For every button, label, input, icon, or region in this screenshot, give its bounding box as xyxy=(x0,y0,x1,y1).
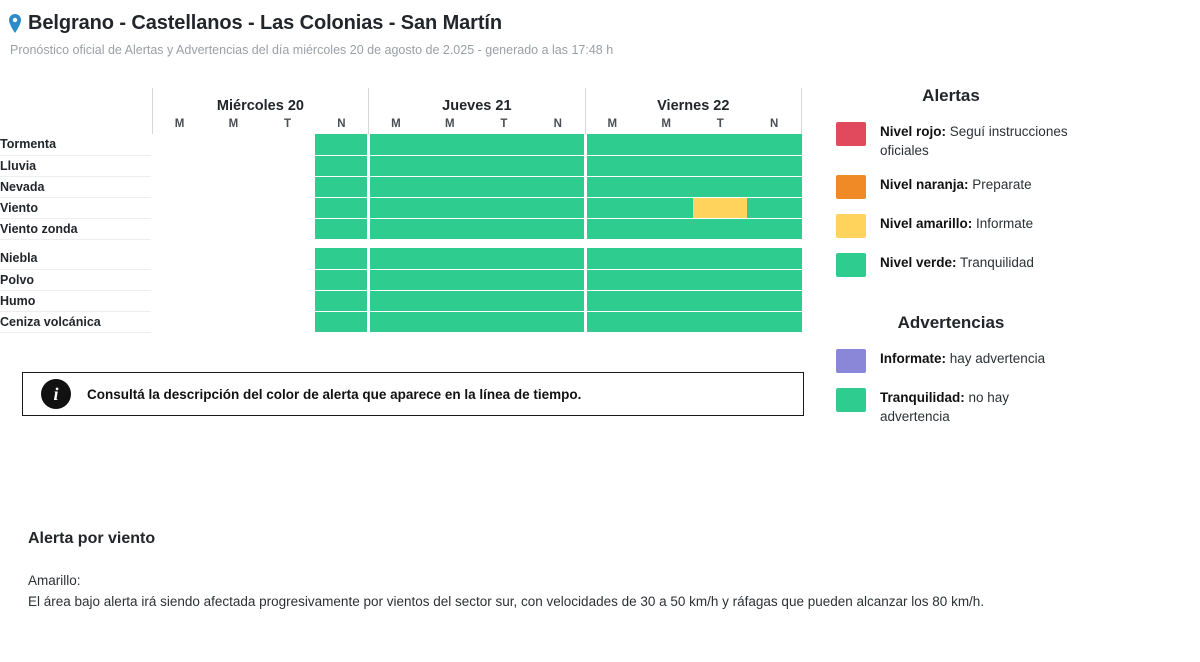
timeline-cell-green[interactable] xyxy=(747,290,801,311)
timeline-row-label: Niebla xyxy=(0,248,152,269)
slot-header-2-0: M xyxy=(585,114,639,134)
timeline-row xyxy=(0,134,802,155)
timeline-cell-green[interactable] xyxy=(531,218,585,239)
legend-warnings-title: Advertencias xyxy=(897,313,1005,332)
wind-alert-level: Amarillo: xyxy=(28,573,81,588)
timeline-cell-green[interactable] xyxy=(747,218,801,239)
timeline-cell-empty[interactable] xyxy=(260,155,314,176)
timeline-cell-green[interactable] xyxy=(693,290,747,311)
timeline-cell-green[interactable] xyxy=(369,155,423,176)
timeline-cell-empty[interactable] xyxy=(206,176,260,197)
timeline-row-label: Lluvia xyxy=(0,155,152,176)
legend-item-alert-3 xyxy=(836,253,1186,277)
timeline-row xyxy=(0,197,802,218)
timeline-cell-empty[interactable] xyxy=(260,269,314,290)
slot-header-0-3: N xyxy=(337,118,346,130)
timeline-cell-empty[interactable] xyxy=(152,176,206,197)
timeline-cell-green[interactable] xyxy=(315,197,369,218)
wind-alert-description: El área bajo alerta irá siendo afectada progresivamente por vientos del sector sur, con velocidades de 30 a 50 km/h y ráfagas que pueden alcanzar los 80 km/h. xyxy=(28,594,985,609)
timeline-cell-empty[interactable] xyxy=(152,248,206,269)
timeline-row-label: Nevada xyxy=(0,176,152,197)
timeline-cell-green[interactable] xyxy=(585,155,639,176)
timeline-group-gap xyxy=(0,239,802,248)
legend-item-alert-0 xyxy=(836,122,1186,160)
timeline-cell-green[interactable] xyxy=(639,155,693,176)
timeline-cell-green[interactable] xyxy=(693,311,747,332)
timeline-cell-green[interactable] xyxy=(531,155,585,176)
legend-label: Nivel amarillo: Informate xyxy=(880,216,1034,231)
timeline-row xyxy=(0,290,802,311)
legend-label: Informate: hay advertencia xyxy=(880,351,1046,366)
timeline-cell-green[interactable] xyxy=(639,134,693,155)
timeline-cell-empty[interactable] xyxy=(260,197,314,218)
slot-header-2-1: M xyxy=(661,118,671,130)
timeline-cell-green[interactable] xyxy=(477,176,531,197)
timeline-cell-green[interactable] xyxy=(315,269,369,290)
timeline-cell-green[interactable] xyxy=(693,218,747,239)
timeline-cell-yellow[interactable] xyxy=(693,197,747,218)
timeline-cell-green[interactable] xyxy=(639,290,693,311)
timeline-cell-green[interactable] xyxy=(639,176,693,197)
timeline-slot-header-row xyxy=(0,114,802,134)
timeline-cell-green[interactable] xyxy=(423,311,477,332)
timeline-cell-green[interactable] xyxy=(369,134,423,155)
timeline-cell-green[interactable] xyxy=(423,290,477,311)
timeline-cell-empty[interactable] xyxy=(152,269,206,290)
timeline-cell-green[interactable] xyxy=(747,176,801,197)
timeline-cell-green[interactable] xyxy=(585,248,639,269)
timeline-cell-empty[interactable] xyxy=(206,290,260,311)
timeline-cell-empty[interactable] xyxy=(152,218,206,239)
timeline-cell-empty[interactable] xyxy=(206,269,260,290)
timeline-cell-green[interactable] xyxy=(477,197,531,218)
legend-swatch xyxy=(836,253,866,277)
timeline-cell-empty[interactable] xyxy=(206,311,260,332)
legend-label: Tranquilidad: no hay advertencia xyxy=(880,390,1010,424)
timeline-cell-green[interactable] xyxy=(585,290,639,311)
timeline-cell-green[interactable] xyxy=(639,311,693,332)
timeline-row xyxy=(0,311,802,332)
page-title: Belgrano - Castellanos - Las Colonias - San Martín xyxy=(28,12,502,34)
timeline-cell-green[interactable] xyxy=(747,134,801,155)
timeline-cell-green[interactable] xyxy=(693,269,747,290)
timeline-cell-green[interactable] xyxy=(477,269,531,290)
timeline-cell-green[interactable] xyxy=(423,269,477,290)
timeline-cell-green[interactable] xyxy=(531,176,585,197)
timeline-row-label: Humo xyxy=(0,290,152,311)
timeline-body xyxy=(0,134,802,332)
timeline-head xyxy=(0,88,802,134)
slot-header-0-1: M xyxy=(228,118,239,130)
info-banner xyxy=(22,372,804,416)
map-pin-icon xyxy=(8,14,22,34)
timeline-cell-green[interactable] xyxy=(477,290,531,311)
legend-swatch xyxy=(836,175,866,199)
day-header-2: Viernes 22 xyxy=(585,88,801,114)
timeline-cell-green[interactable] xyxy=(423,218,477,239)
timeline-row xyxy=(0,248,802,269)
timeline-cell-empty[interactable] xyxy=(260,290,314,311)
info-icon: i xyxy=(41,379,71,409)
slot-header-1-1: M xyxy=(444,118,455,130)
timeline-cell-empty[interactable] xyxy=(260,311,314,332)
timeline-cell-green[interactable] xyxy=(531,134,585,155)
legend-swatch xyxy=(836,122,866,146)
slot-header-1-2: T xyxy=(500,118,508,130)
timeline-cell-green[interactable] xyxy=(423,197,477,218)
legend-item-warning-1 xyxy=(836,388,1186,426)
slot-header-1-3: N xyxy=(553,118,562,130)
timeline-cell-green[interactable] xyxy=(369,290,423,311)
forecast-subtitle: Pronóstico oficial de Alertas y Advertencias del día miércoles 20 de agosto de 2.025 - generado a las 17:48 h xyxy=(10,43,614,57)
timeline-row-label: Viento zonda xyxy=(0,218,152,239)
timeline-cell-green[interactable] xyxy=(531,311,585,332)
timeline-cell-empty[interactable] xyxy=(152,197,206,218)
timeline-cell-green[interactable] xyxy=(531,248,585,269)
slot-header-0-2: T xyxy=(283,118,292,130)
alert-timeline xyxy=(0,88,808,333)
timeline-cell-green[interactable] xyxy=(747,269,801,290)
legend-alerts-title: Alertas xyxy=(922,86,980,105)
timeline-cell-green[interactable] xyxy=(531,197,585,218)
timeline-cell-green[interactable] xyxy=(585,218,639,239)
timeline-row-label: Polvo xyxy=(0,269,152,290)
timeline-cell-green[interactable] xyxy=(693,155,747,176)
legend-swatch xyxy=(836,349,866,373)
timeline-row-label: Tormenta xyxy=(0,134,152,155)
timeline-row xyxy=(0,155,802,176)
wind-alert-section xyxy=(28,530,1178,612)
slot-header-2-2: T xyxy=(716,118,724,130)
legend-warnings-list xyxy=(836,349,1186,426)
timeline-cell-green[interactable] xyxy=(315,248,369,269)
timeline-cell-green[interactable] xyxy=(693,176,747,197)
timeline-cell-green[interactable] xyxy=(315,311,369,332)
timeline-cell-green[interactable] xyxy=(423,155,477,176)
page-header xyxy=(0,0,1200,57)
timeline-cell-empty[interactable] xyxy=(260,134,314,155)
timeline-cell-green[interactable] xyxy=(423,176,477,197)
legend-label: Nivel verde: Tranquilidad xyxy=(880,255,1034,270)
timeline-cell-green[interactable] xyxy=(585,311,639,332)
day-header-1: Jueves 21 xyxy=(369,88,585,114)
timeline-cell-green[interactable] xyxy=(747,248,801,269)
legend-item-alert-1 xyxy=(836,175,1186,199)
timeline-cell-green[interactable] xyxy=(315,134,369,155)
slot-header-0-0: M xyxy=(152,114,206,134)
timeline-cell-empty[interactable] xyxy=(152,311,206,332)
timeline-cell-green[interactable] xyxy=(693,134,747,155)
timeline-cell-green[interactable] xyxy=(639,269,693,290)
legend-swatch xyxy=(836,388,866,412)
timeline-cell-green[interactable] xyxy=(531,269,585,290)
timeline-row-label: Ceniza volcánica xyxy=(0,311,152,332)
timeline-cell-green[interactable] xyxy=(477,155,531,176)
timeline-row xyxy=(0,269,802,290)
timeline-cell-green[interactable] xyxy=(369,197,423,218)
timeline-cell-green[interactable] xyxy=(693,248,747,269)
timeline-cell-green[interactable] xyxy=(747,311,801,332)
timeline-cell-empty[interactable] xyxy=(260,176,314,197)
timeline-cell-empty[interactable] xyxy=(260,218,314,239)
legend-alerts-list xyxy=(836,122,1186,277)
legend-swatch xyxy=(836,214,866,238)
info-banner-text: Consultá la descripción del color de alerta que aparece en la línea de tiempo. xyxy=(87,386,582,402)
timeline-cell-green[interactable] xyxy=(369,248,423,269)
legend-item-warning-0 xyxy=(836,349,1186,373)
timeline-cell-empty[interactable] xyxy=(206,248,260,269)
timeline-cell-green[interactable] xyxy=(585,176,639,197)
timeline-cell-green[interactable] xyxy=(477,248,531,269)
timeline-cell-empty[interactable] xyxy=(206,134,260,155)
timeline-cell-empty[interactable] xyxy=(206,218,260,239)
timeline-cell-green[interactable] xyxy=(639,248,693,269)
timeline-cell-green[interactable] xyxy=(585,269,639,290)
day-header-0: Miércoles 20 xyxy=(152,88,368,114)
slot-header-2-3: N xyxy=(747,114,801,134)
timeline-cell-green[interactable] xyxy=(477,218,531,239)
timeline-cell-green[interactable] xyxy=(531,290,585,311)
timeline-cell-green[interactable] xyxy=(423,134,477,155)
timeline-cell-empty[interactable] xyxy=(152,290,206,311)
timeline-cell-green[interactable] xyxy=(315,155,369,176)
timeline-cell-green[interactable] xyxy=(369,311,423,332)
legend-label: Nivel rojo: Seguí instrucciones oficiales xyxy=(880,124,1068,158)
timeline-cell-green[interactable] xyxy=(639,197,693,218)
timeline-row-label: Viento xyxy=(0,197,152,218)
timeline-cell-green[interactable] xyxy=(369,269,423,290)
timeline-cell-green[interactable] xyxy=(369,176,423,197)
timeline-cell-green[interactable] xyxy=(477,311,531,332)
timeline-cell-green[interactable] xyxy=(423,248,477,269)
timeline-cell-green[interactable] xyxy=(585,197,639,218)
timeline-cell-empty[interactable] xyxy=(206,155,260,176)
timeline-table xyxy=(0,88,802,333)
timeline-cell-empty[interactable] xyxy=(206,197,260,218)
timeline-cell-empty[interactable] xyxy=(152,155,206,176)
timeline-cell-green[interactable] xyxy=(585,134,639,155)
title-row xyxy=(8,12,1200,35)
timeline-day-header-row xyxy=(0,88,802,114)
legend-label: Nivel naranja: Preparate xyxy=(880,177,1032,192)
timeline-cell-green[interactable] xyxy=(315,290,369,311)
timeline-cell-empty[interactable] xyxy=(152,134,206,155)
timeline-cell-green[interactable] xyxy=(639,218,693,239)
timeline-cell-green[interactable] xyxy=(747,155,801,176)
wind-alert-title: Alerta por viento xyxy=(28,530,156,547)
timeline-cell-green[interactable] xyxy=(747,197,801,218)
timeline-row xyxy=(0,176,802,197)
timeline-cell-green[interactable] xyxy=(477,134,531,155)
legend-panel xyxy=(836,86,1186,441)
timeline-row xyxy=(0,218,802,239)
timeline-cell-green[interactable] xyxy=(315,218,369,239)
wind-alert-body xyxy=(28,570,1178,612)
slot-header-1-0: M xyxy=(369,114,423,134)
timeline-cell-green[interactable] xyxy=(369,218,423,239)
legend-item-alert-2 xyxy=(836,214,1186,238)
timeline-cell-green[interactable] xyxy=(315,176,369,197)
timeline-cell-empty[interactable] xyxy=(260,248,314,269)
